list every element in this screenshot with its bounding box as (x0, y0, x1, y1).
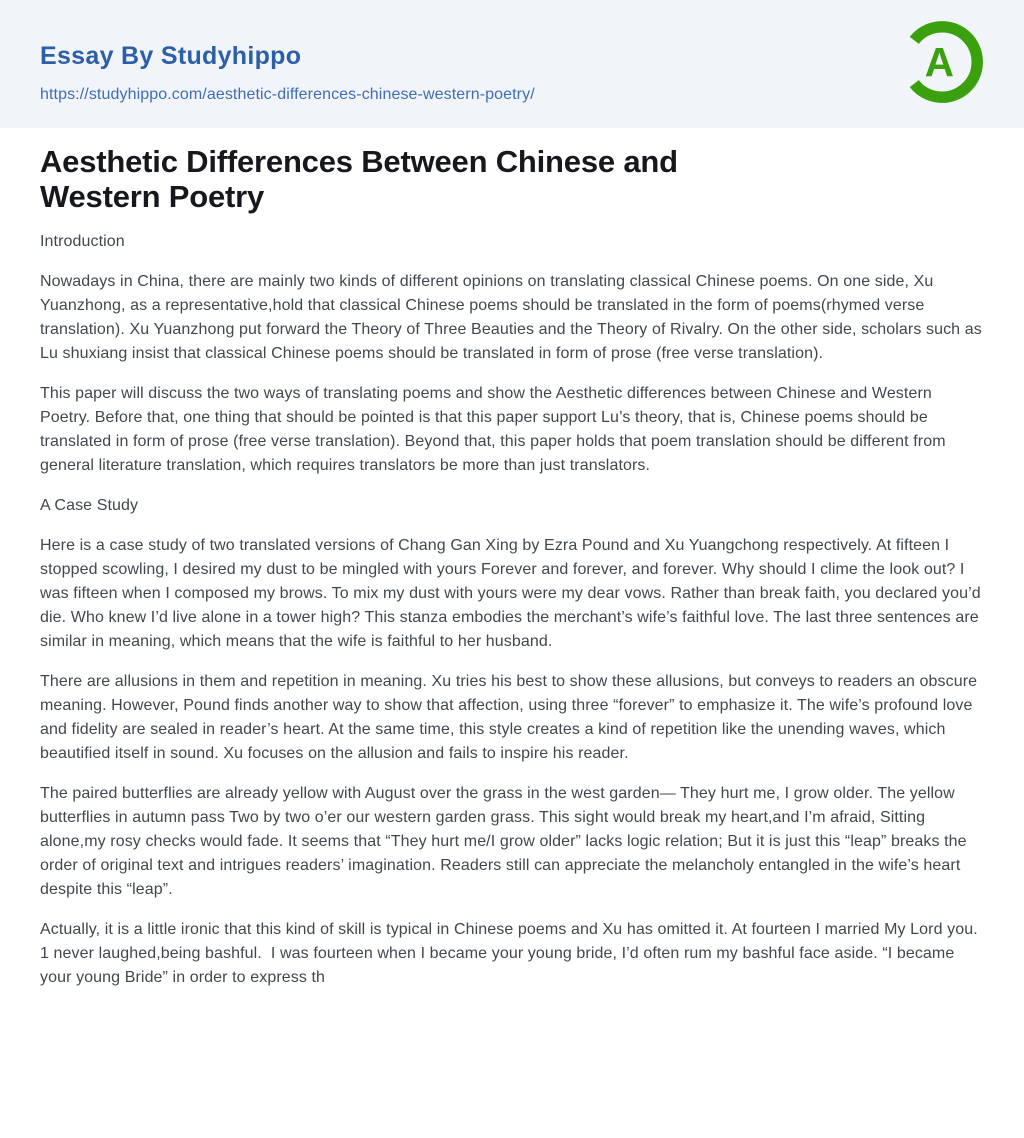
page-title (40, 144, 984, 214)
logo-a-icon (898, 18, 986, 106)
paragraph-ironic-truncated: Actually, it is a little ironic that this kind of skill is typical in Chinese poems and Xu has omitted it. At fourteen I married My Lord you. 1 never laughed,being bashful. I was fourteen when I became your young bride, I’d often rum my bashful face aside. “I became your young Bride” in order to express th (40, 921, 983, 986)
section-heading-case-study: A Case Study (40, 497, 139, 514)
paragraph-case-study: Here is a case study of two translated versions of Chang Gan Xing by Ezra Pound and Xu Yuangchong respectively. At fifteen I stopped scowling, I desired my dust to be mingled with yours Forever and forever, and forever. Why should I clime the look out? I was fifteen when I composed my brows. To mix my dust with yours were my dear vows. Rather than break faith, you declared you’d die. Who knew I’d live alone in a tower high? This stanza embodies the merchant’s wife’s faithful love. The last three sentences are similar in meaning, which means that the wife is faithful to her husband. (40, 537, 986, 650)
paragraph-butterflies: The paired butterflies are already yellow with August over the grass in the west garden— They hurt me, I grow older. The yellow butterflies in autumn pass Two by two o’er our western garden grass. This sight would break my heart,and I’m afraid, Sitting alone,my rosy checks would fade. It seems that “They hurt me/I grow older” lacks logic relation; But it is just this “leap” breaks the order of original text and intrigues readers’ imagination. Readers still can appreciate the melancholy entangled in the wife’s heart despite this “leap”. (40, 785, 972, 898)
page-header (0, 0, 1024, 128)
source-url-link[interactable]: https://studyhippo.com/aesthetic-differences-chinese-western-poetry/ (40, 86, 535, 103)
paragraph-opinions-on-translating: Nowadays in China, there are mainly two kinds of different opinions on translating classical Chinese poems. On one side, Xu Yuanzhong, as a representative,hold that classical Chinese poems should be translated in the form of poems(rhymed verse translation). Xu Yuanzhong put forward the Theory of Three Beauties and the Theory of Rivalry. On the other side, scholars such as Lu shuxiang insist that classical Chinese poems should be translated in form of prose (free verse translation). (40, 273, 987, 362)
section-heading-introduction: Introduction (40, 233, 125, 250)
page-title-line-1: Aesthetic Differences Between Chinese and (40, 144, 678, 179)
paragraph-allusions: There are allusions in them and repetition in meaning. Xu tries his best to show these allusions, but conveys to readers an obscure meaning. However, Pound finds another way to show that affection, using three “forever” to emphasize it. The wife’s profound love and fidelity are sealed in reader’s heart. At the same time, this style creates a kind of repetition like the unending waves, which beautified itself in sound. Xu focuses on the allusion and fails to inspire his reader. (40, 673, 982, 762)
article-content (0, 128, 1024, 990)
brand-title: Essay By Studyhippo (40, 42, 302, 70)
paragraph-paper-scope: This paper will discuss the two ways of translating poems and show the Aesthetic differences between Chinese and Western Poetry. Before that, one thing that should be pointed is that this paper support Lu’s theory, that is, Chinese poems should be translated in form of prose (free verse translation). Beyond that, this paper holds that poem translation should be different from general literature translation, which requires translators be more than just translators. (40, 385, 951, 474)
logo-letter: A (924, 39, 954, 86)
studyhippo-logo[interactable] (898, 18, 986, 106)
page-title-line-2: Western Poetry (40, 179, 265, 214)
